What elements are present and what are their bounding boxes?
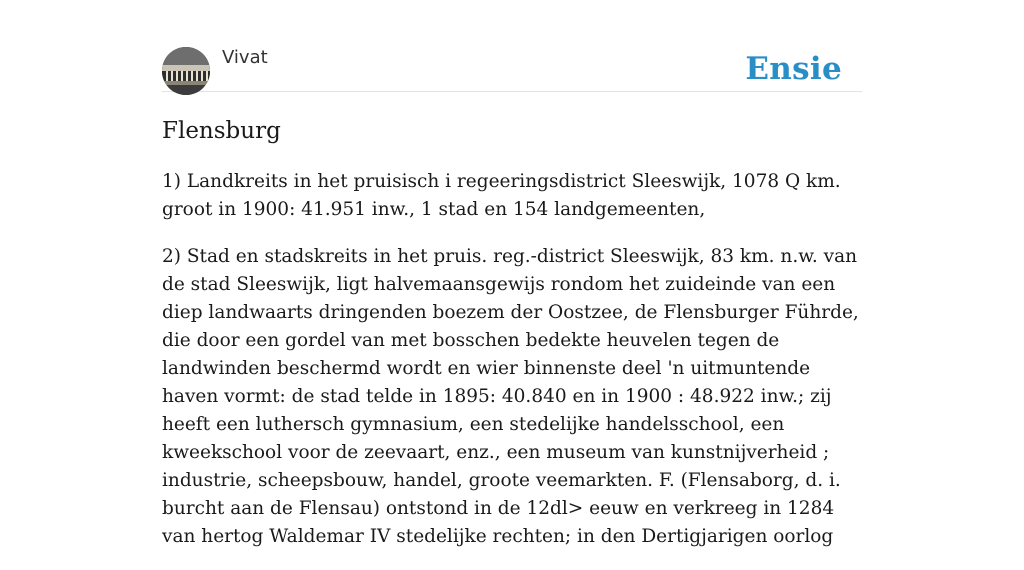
paragraph: 2) Stad en stadskreits in het pruis. reg.-district Sleeswijk, 83 km. n.w. van de stad Sleeswijk, ligt halvemaansgewijs rondom het zuideinde van een diep landwaarts dringenden boezem der Oostzee, de Flensburger Führde, die door een gordel van met bosschen bedekte heuvelen tegen de landwinden beschermd wordt en wier binnenste deel 'n uitmuntende haven vormt: de stad telde in 1895: 40.840 en in 1900 : 48.922 inw.; zij heeft een luthersch gymnasium, een stedelijke handelsschool, een kweekschool voor de zeevaart, enz., een museum van kunstnijverheid ; industrie, scheepsbouw, handel, groote veemarkten. F. (Flensaborg, d. i. burcht aan de Flensau) ontstond in de 12dl> eeuw en verkreeg in 1284 van hertog Waldemar IV stedelijke rechten; in den Dertigjarigen oorlog (162, 246, 859, 547)
brand-logo[interactable]: Ensie (745, 51, 842, 87)
page-title: Flensburg (162, 118, 281, 144)
header (162, 0, 862, 92)
avatar-image (162, 47, 210, 95)
author-name[interactable]: Vivat (222, 47, 268, 68)
article-body (162, 168, 862, 570)
avatar[interactable] (162, 47, 210, 95)
page-container (162, 0, 862, 547)
paragraph: 1) Landkreits in het pruisisch i regeeringsdistrict Sleeswijk, 1078 Q km. groot in 1900: 41.951 inw., 1 stad en 154 landgemeenten, (162, 171, 841, 220)
